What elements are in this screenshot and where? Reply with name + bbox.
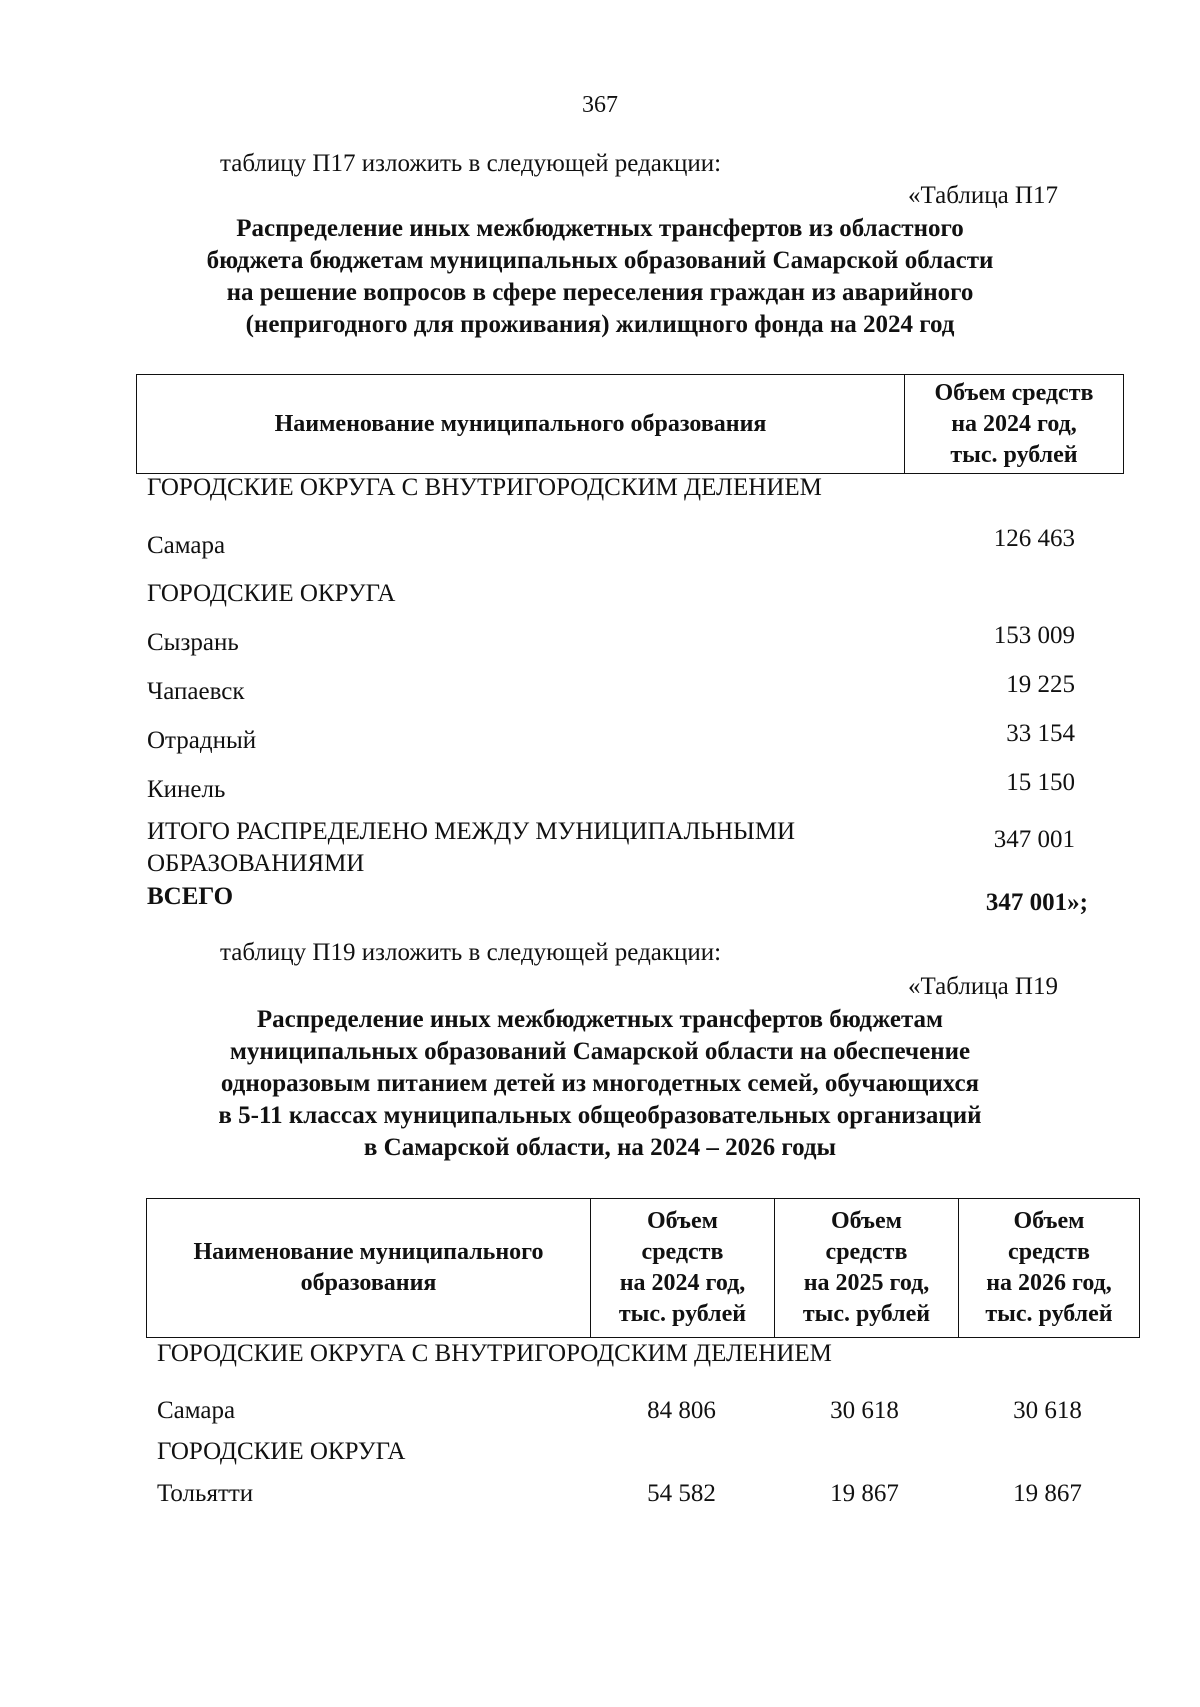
p19-header-name-line: Наименование муниципального (193, 1239, 544, 1265)
p19-title-line: в Самарской области, на 2024 – 2026 годы (363, 1134, 837, 1161)
p19-header-line: на 2025 год, (803, 1270, 930, 1296)
page-number: 367 (582, 92, 618, 118)
p19-header-line: Объем (1013, 1208, 1085, 1234)
p19-header-line: на 2026 год, (986, 1270, 1112, 1296)
p17-row-name: Кинель (147, 776, 226, 803)
p19-row-value-2026: 19 867 (1013, 1480, 1082, 1507)
p19-row-name: Тольятти (157, 1480, 254, 1507)
p19-title-line: одноразовым питанием детей из многодетных семей, обучающихся (220, 1070, 980, 1097)
p19-header-2026 (959, 1199, 1139, 1337)
p19-section-urban-districts-inner: ГОРОДСКИЕ ОКРУГА С ВНУТРИГОРОДСКИМ ДЕЛЕНИЕМ (157, 1340, 832, 1367)
p17-header-volume (905, 375, 1123, 473)
p17-row-name: Отрадный (147, 727, 257, 754)
p19-row-value-2026: 30 618 (1013, 1397, 1082, 1424)
p19-header-line: тыс. рублей (802, 1301, 931, 1327)
p19-title-line: в 5-11 классах муниципальных общеобразовательных организаций (218, 1102, 982, 1129)
p17-header-name: Наименование муниципального образования (137, 375, 905, 473)
p17-total-value: 347 001 (993, 826, 1075, 853)
p19-row-value-2024: 54 582 (647, 1480, 716, 1507)
p17-row-name: Сызрань (147, 629, 239, 656)
p17-row-name: Самара (147, 532, 226, 559)
p17-header-volume-line: тыс. рублей (950, 441, 1078, 468)
p17-table-header (136, 374, 1124, 474)
p17-intro: таблицу П17 изложить в следующей редакции: (220, 150, 722, 177)
p17-grand-total-value: 347 001»; (985, 889, 1088, 916)
p17-total-label-line: ИТОГО РАСПРЕДЕЛЕНО МЕЖДУ МУНИЦИПАЛЬНЫМИ (147, 818, 796, 845)
p17-row-value: 33 154 (1006, 720, 1075, 747)
p19-header-line: тыс. рублей (618, 1301, 747, 1327)
p19-title-line: Распределение иных межбюджетных трансфертов бюджетам (256, 1006, 944, 1033)
p17-title-line: (непригодного для проживания) жилищного фонда на 2024 год (245, 311, 955, 338)
p19-row-value-2025: 19 867 (830, 1480, 899, 1507)
p19-title (100, 1004, 1100, 1164)
p19-header-2025 (775, 1199, 959, 1337)
p17-header-volume-line: на 2024 год, (951, 410, 1077, 437)
p19-row-name: Самара (157, 1397, 236, 1424)
p19-header-2024 (591, 1199, 775, 1337)
p19-section-urban-districts: ГОРОДСКИЕ ОКРУГА (157, 1438, 406, 1465)
p17-row-value: 19 225 (1006, 671, 1075, 698)
p19-title-line: муниципальных образований Самарской области на обеспечение (229, 1038, 971, 1065)
p17-title-line: Распределение иных межбюджетных трансфертов из областного (236, 215, 964, 242)
p19-header-name-line: образования (300, 1270, 437, 1296)
p17-section-urban-districts-inner: ГОРОДСКИЕ ОКРУГА С ВНУТРИГОРОДСКИМ ДЕЛЕНИЕМ (147, 474, 822, 501)
p19-intro: таблицу П19 изложить в следующей редакции: (220, 939, 722, 966)
p17-grand-total-label: ВСЕГО (147, 883, 234, 910)
p17-row-name: Чапаевск (147, 678, 245, 705)
p19-header-name (147, 1199, 591, 1337)
p17-row-value: 126 463 (993, 525, 1075, 552)
p19-header-line: Объем (646, 1208, 719, 1234)
p19-header-line: Объем (830, 1208, 903, 1234)
p17-row-value: 15 150 (1006, 769, 1075, 796)
p19-table-header (146, 1198, 1140, 1338)
p19-row-value-2025: 30 618 (830, 1397, 899, 1424)
p19-header-line: средств (641, 1239, 724, 1265)
p17-total-label-line: ОБРАЗОВАНИЯМИ (147, 850, 365, 877)
p19-table-label: «Таблица П19 (908, 973, 1058, 1000)
p17-title-line: бюджета бюджетам муниципальных образований Самарской области (206, 247, 994, 274)
p17-title-line: на решение вопросов в сфере переселения граждан из аварийного (226, 279, 974, 306)
p19-header-line: тыс. рублей (985, 1301, 1113, 1327)
p19-header-line: средств (1008, 1239, 1090, 1265)
p17-header-volume-line: Объем средств (934, 379, 1094, 406)
p17-title (100, 213, 1100, 341)
p17-section-urban-districts: ГОРОДСКИЕ ОКРУГА (147, 580, 396, 607)
p17-total-label (147, 816, 795, 880)
p19-row-value-2024: 84 806 (647, 1397, 716, 1424)
p17-row-value: 153 009 (993, 622, 1075, 649)
p19-header-line: средств (825, 1239, 908, 1265)
p19-header-line: на 2024 год, (619, 1270, 746, 1296)
p17-table-label: «Таблица П17 (908, 182, 1058, 209)
